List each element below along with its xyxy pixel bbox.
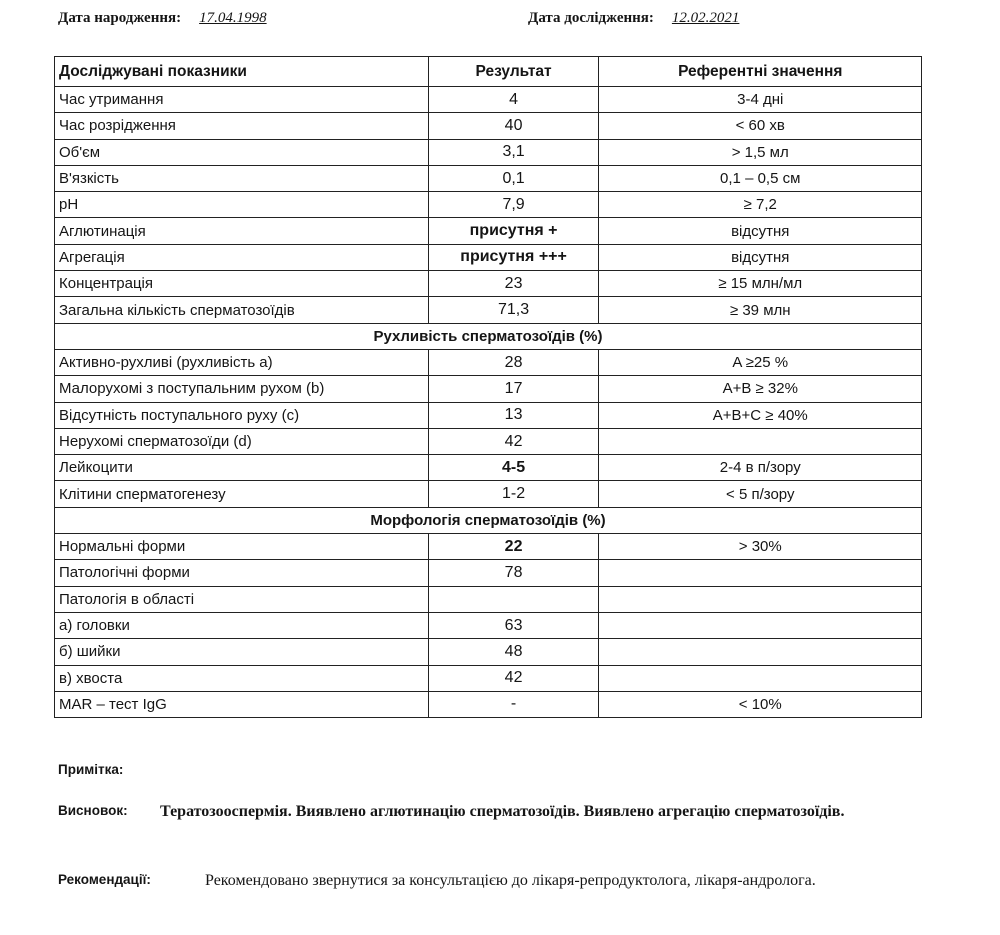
table-row [55, 665, 922, 691]
table-row [55, 244, 922, 270]
table-row [55, 87, 922, 113]
table-row [55, 192, 922, 218]
reference-value: > 30% [599, 534, 922, 560]
parameter-name: Аглютинація [55, 218, 429, 244]
result-value: 1-2 [428, 481, 599, 507]
reference-value: A ≥25 % [599, 349, 922, 375]
result-value: 28 [428, 349, 599, 375]
result-value: 3,1 [428, 139, 599, 165]
reference-value: відсутня [599, 244, 922, 270]
study-date-line [528, 10, 739, 27]
table-row [55, 455, 922, 481]
table-row [55, 218, 922, 244]
conclusion-text: Тератозооспермія. Виявлено аглютинацію сперматозоїдів. Виявлено агрегацію сперматозоїдів. [160, 803, 845, 820]
recommendations-text: Рекомендовано звернутися за консультацією до лікаря-репродуктолога, лікаря-андролога. [205, 872, 816, 889]
result-value: 71,3 [428, 297, 599, 323]
parameter-name: Об'єм [55, 139, 429, 165]
parameter-name: а) головки [55, 612, 429, 638]
table-row [55, 297, 922, 323]
parameter-name: б) шийки [55, 639, 429, 665]
parameter-name: Агрегація [55, 244, 429, 270]
table-row [55, 481, 922, 507]
table-row [55, 534, 922, 560]
result-value: 42 [428, 665, 599, 691]
table-row [55, 639, 922, 665]
parameter-name: Лейкоцити [55, 455, 429, 481]
reference-value: < 5 п/зору [599, 481, 922, 507]
birth-date-label: Дата народження: [58, 10, 182, 26]
column-header-parameter: Досліджувані показники [55, 57, 429, 87]
table-row [55, 139, 922, 165]
table-row [55, 560, 922, 586]
table-row [55, 691, 922, 717]
reference-value: 3-4 дні [599, 87, 922, 113]
recommendations-label: Рекомендації: [58, 872, 151, 887]
study-date-value: 12.02.2021 [671, 10, 740, 26]
birth-date-line [58, 10, 267, 27]
study-date-label: Дата дослідження: [528, 10, 654, 26]
result-value: 22 [428, 534, 599, 560]
table-row [55, 612, 922, 638]
result-value: 4-5 [428, 455, 599, 481]
parameter-name: Патологія в області [55, 586, 429, 612]
table-row [55, 271, 922, 297]
section-row [55, 507, 922, 533]
reference-value [599, 612, 922, 638]
note-label: Примітка: [58, 762, 124, 777]
table-row [55, 113, 922, 139]
reference-value: 2-4 в п/зору [599, 455, 922, 481]
parameter-name: Активно-рухливі (рухливість a) [55, 349, 429, 375]
reference-value [599, 560, 922, 586]
reference-value: > 1,5 мл [599, 139, 922, 165]
results-table [54, 56, 922, 718]
parameter-name: Відсутність поступального руху (c) [55, 402, 429, 428]
result-value: присутня + [428, 218, 599, 244]
reference-value: A+B ≥ 32% [599, 376, 922, 402]
section-title: Рухливість сперматозоїдів (%) [55, 323, 922, 349]
result-value: 23 [428, 271, 599, 297]
section-row [55, 323, 922, 349]
result-value: 17 [428, 376, 599, 402]
table-row [55, 165, 922, 191]
result-value: 4 [428, 87, 599, 113]
parameter-name: Концентрація [55, 271, 429, 297]
result-value: 7,9 [428, 192, 599, 218]
table-row [55, 402, 922, 428]
table-row [55, 586, 922, 612]
reference-value [599, 428, 922, 454]
table-row [55, 349, 922, 375]
result-value: 0,1 [428, 165, 599, 191]
result-value: 42 [428, 428, 599, 454]
parameter-name: Час утримання [55, 87, 429, 113]
reference-value: ≥ 39 млн [599, 297, 922, 323]
reference-value: < 10% [599, 691, 922, 717]
reference-value: відсутня [599, 218, 922, 244]
reference-value: ≥ 15 млн/мл [599, 271, 922, 297]
parameter-name: В'язкість [55, 165, 429, 191]
table-header-row [55, 57, 922, 87]
reference-value: ≥ 7,2 [599, 192, 922, 218]
result-value: присутня +++ [428, 244, 599, 270]
column-header-reference: Референтні значення [599, 57, 922, 87]
parameter-name: MAR – тест IgG [55, 691, 429, 717]
parameter-name: в) хвоста [55, 665, 429, 691]
reference-value [599, 586, 922, 612]
result-value: 48 [428, 639, 599, 665]
table-row [55, 376, 922, 402]
section-title: Морфологія сперматозоїдів (%) [55, 507, 922, 533]
table-row [55, 428, 922, 454]
parameter-name: Нормальні форми [55, 534, 429, 560]
reference-value: A+B+C ≥ 40% [599, 402, 922, 428]
parameter-name: Клітини сперматогенезу [55, 481, 429, 507]
reference-value [599, 639, 922, 665]
result-value [428, 586, 599, 612]
parameter-name: Нерухомі сперматозоїди (d) [55, 428, 429, 454]
column-header-result: Результат [428, 57, 599, 87]
parameter-name: Час розрідження [55, 113, 429, 139]
parameter-name: pH [55, 192, 429, 218]
reference-value [599, 665, 922, 691]
birth-date-value: 17.04.1998 [199, 10, 267, 26]
result-value: 40 [428, 113, 599, 139]
result-value: 78 [428, 560, 599, 586]
result-value: 63 [428, 612, 599, 638]
parameter-name: Патологічні форми [55, 560, 429, 586]
results-table-body [55, 87, 922, 718]
reference-value: 0,1 – 0,5 см [599, 165, 922, 191]
parameter-name: Загальна кількість сперматозоїдів [55, 297, 429, 323]
result-value: - [428, 691, 599, 717]
conclusion-label: Висновок: [58, 803, 128, 818]
parameter-name: Малорухомі з поступальним рухом (b) [55, 376, 429, 402]
reference-value: < 60 хв [599, 113, 922, 139]
result-value: 13 [428, 402, 599, 428]
